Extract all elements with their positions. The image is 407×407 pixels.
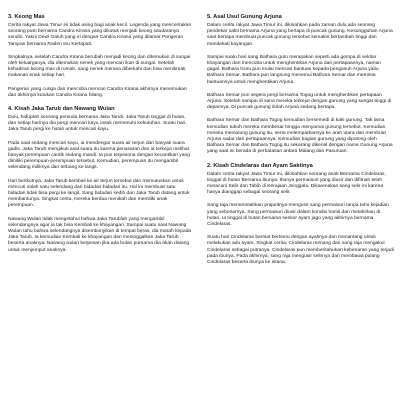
section-cindelaras: [207, 163, 395, 267]
paragraph: Sampai suatu hari sang Bathara guru merasakan seperti ada gempa di sekitar khayangan dan mencoba untuk menghentikan Arjuna dari pertapaannya, namun gagal. Bathara Guru pun mulai mencari bantuan kepada pengasuh Arjuna yaitu Bathara Semar. Bathara pun langsung menemui Bathara Semar dan meminta bantuannya untuk menghentikan Arjuna.: [207, 54, 382, 85]
section-title: 5. Asal Usul Gunung Arjuna: [207, 14, 282, 20]
paragraph: Suatu hari Cindelaras berniat bertemu dengan ayahnya dan menantang untuk melakukan adu ayam. Singkat cerita, Cindelaras menang dan sang raja mengakui Cindelaras sebagai putranya. Cindelaras pun memberitahukan kebenaran yang terjadi pada ibunya. Pada akhirnya, sang raja mengusir selirnya dan membawa pulang Cindelaras beserta ibunya ke istana.: [207, 235, 394, 266]
section-keong-mas: [8, 14, 194, 99]
paragraph: Bathara Semar pun segera pergi bersama Togog untuk menghentikan pertapaan Arjuna. Setelah sampai di sana mereka terkejut dengan gunung yang sangat tinggi di depannya. Di puncak gunung itulah Arjuna sedang bertapa.: [207, 92, 392, 111]
paragraph: Dalam cerita rakyat Jawa Timur ini, dikisahkan seorang anak Bernama Cindelaras, tinggal di hutan Bersama ibunya. Ibunya permaisuri yang diusir dan difitnah telah meracuni Selir dan Tabib di Kerajaan Jenggala. Dikarenakan sang selir ini karena hanya dianggap sebagai seorang selir.: [207, 171, 386, 196]
left-column: [8, 14, 194, 401]
paragraph: Dalam cerita rakyat Jawa Timur ini, dikisahkan pada zaman dulu ada seorang pendekar sakti bernama Arjuna yang bertapa di puncak gunung. Kesungguhan Arjuna saat bertapa membuat puncak gunung tersebut semakin bertambah tinggi dan mendekati kayangan.: [207, 23, 393, 47]
section-title: 4. Kisah Jaka Tarub dan Nawang Wulan: [8, 106, 115, 113]
paragraph: Pangeran yang curiga dan mencoba mencari Candra Kirana akhirnya menemukan dan akhirnya kutukan Candra Kirana hilang.: [8, 86, 187, 98]
paragraph: Nawang Wulan tidak mengetahui bahwa Jaka Tarublah yang mengambil selendangnya agar ia tak bisa Kembali ke khayangan. Sampai suatu saat Nawang Wulan tahu bahwa selendangnya disembunyikan di tempat beras, dia marah kepada Jaka Tarub. Ia kemudian Kembali ke khayangan dan meninggalkan Jaka Tarub beserta anaknya. Nawang wulan berpesan jika ada bulan purnama dia akan datang untuk menjemput anaknya.: [8, 216, 192, 253]
paragraph: Bathara Semar dan Bathara Togog kemudian bersemedi di kaki gunung. Tak lama kemudian tubuh mereka membesar hingga menyamai gunung tersebut. Kemudian mereka memotong gunung itu, serta melemparkannya ke arah utara dan membuat Arjuna sadar dari pertapaannya. Kemudian bagian gunung yang dipotong oleh Bathara Semar dan Bathara Togog itu sekarang dikenal dengan nama Gunung Arjuna yang saat ini berada di perbatasan antara Malang dan Pasuruan.: [207, 118, 393, 155]
right-column: [207, 14, 395, 401]
paragraph: Cerita rakyat Jawa Timur ini tidak asing bagi anak kecil. Legenda yang menceritakan seorang putri bernama Candra Kirana yang dikutuk menjadi keong saudaranya sendiri. Yakni Dewi Galuh yang iri dengan Candra Kirana yang dilamar Pangeran Tampan bernama Raden Inu Kertapati.: [8, 23, 192, 47]
paragraph: Pada saat sedang mencari kayu, ia mendengar suara air terjun dan banyak suara gadis. Jaka Tarub mengikuti asal suara itu karena penasaran dan ia terkejut melihat banyak perempuan cantik sedang mandi. Ia pun terpesona dengan kecantikan yang dimiliki perempuan-perempuan tersebut. Kemudian, perempuan itu mengambil selendang miliknya dan terbang ke langit.: [8, 140, 190, 171]
paragraph: Singkatnya, setelah Candra Kirana berubah menjadi keong dan ditemukan di sungai oleh keluarganya, dia ditemukan nenek yang mencari ikan di sungai. Setelah kehadiran keong mas di rumah, sang nenek merasa diberkahi dan bisa menikmati makanan enak setiap hari.: [8, 54, 191, 79]
section-gunung-arjuna: [207, 14, 395, 156]
section-title: 2. Kisah Cindelaras dan Ayam Saktinya: [207, 162, 313, 169]
paragraph: Hari berikutnya, Jaka Tarub kembali ke air terjun tersebut dan memutuskan untuk mencuri salah satu selendang dari bidadari-bidadari itu. Hal ini membuat satu bidadari tidak bisa pergi ke langit. Sang bidadari sedih dan Jaka Tarub datang untuk membantunya. Singkat cerita, mereka berdua menikah dan memiliki anak perempuan.: [8, 178, 190, 209]
paragraph: Dulu, hiduplah seorang pemuda bernama Jaka Tarub. Jaka Tarub tinggal di hutan, dan setiap harinya dia pergi mencari kayu untuk memenuhi kebutuhan. Suatu hari, Jaka Tarub pergi ke hutan untuk mencari kayu.: [8, 115, 187, 133]
section-title: 3. Keong Mas: [8, 14, 45, 20]
section-jaka-tarub: [8, 106, 194, 254]
paragraph: Sang raja memerintahkan prajuritnya mengusir sang permaisuri tanpa tahu kejadian yang sebenarnya. Sang permaisuri diusir dalam kondisi hamil dan melahirkan di hutan. Ia tinggal di hutan bersama seekor ayam jago yang akhirnya bernama Cindelaras.: [207, 203, 389, 228]
